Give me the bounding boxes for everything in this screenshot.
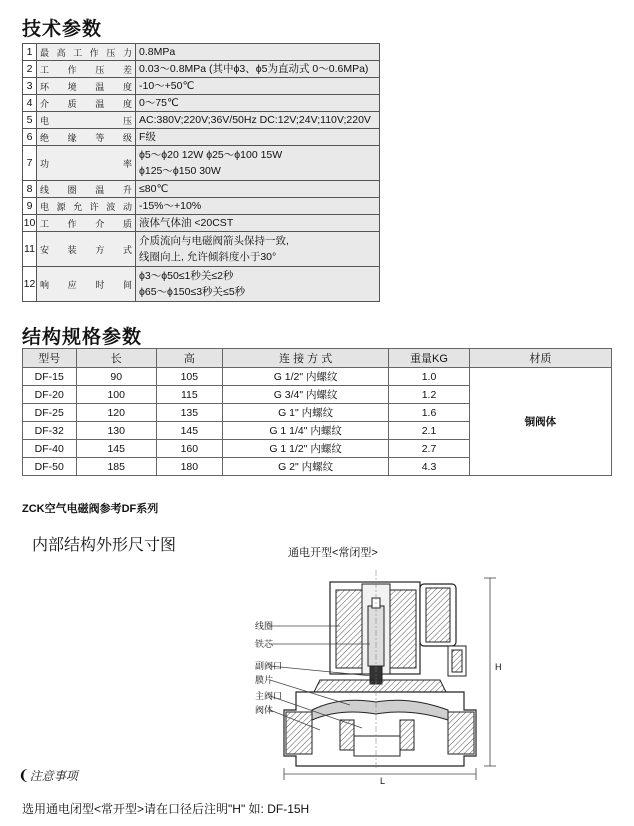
- struct-cell: 160: [156, 440, 222, 458]
- struct-cell: 90: [76, 368, 156, 386]
- struct-cell: 145: [76, 440, 156, 458]
- spec-value-line: ϕ125～ϕ150 30W: [139, 165, 221, 177]
- spec-value-line: 0.8MPa: [139, 46, 176, 58]
- spec-row-number: 10: [23, 215, 37, 232]
- label-diaphragm: 膜片: [255, 675, 274, 685]
- spec-row-key: 电源允许波动: [37, 198, 136, 215]
- spec-row-value: [136, 181, 380, 198]
- struct-cell: 115: [156, 386, 222, 404]
- inner-structure-title: 内部结构外形尺寸图: [32, 537, 177, 554]
- spec-row-value: [136, 112, 380, 129]
- struct-cell: 185: [76, 458, 156, 476]
- spec-row-key: 线 圈 温 升: [37, 181, 136, 198]
- struct-cell: DF-40: [23, 440, 77, 458]
- struct-cell: G 3/4" 内螺纹: [222, 386, 389, 404]
- spec-row-key: 最高工作压力: [37, 44, 136, 61]
- struct-header-cell: 材质: [469, 349, 611, 368]
- spec-value-line: 0～75℃: [139, 97, 179, 109]
- note-badge: [18, 767, 78, 784]
- spec-row: [23, 95, 380, 112]
- struct-cell: 100: [76, 386, 156, 404]
- struct-cell: G 2" 内螺纹: [222, 458, 389, 476]
- spec-row-value: [136, 267, 380, 302]
- struct-cell: DF-32: [23, 422, 77, 440]
- struct-table: [22, 348, 612, 476]
- spec-row: [23, 61, 380, 78]
- spec-row-key: 环 境 温 度: [37, 78, 136, 95]
- tech-params-title: 技术参数: [22, 19, 103, 40]
- spec-row: [23, 129, 380, 146]
- struct-cell: G 1 1/2" 内螺纹: [222, 440, 389, 458]
- label-body: 阀体: [255, 705, 274, 715]
- struct-cell: 120: [76, 404, 156, 422]
- spec-value-line: F级: [139, 131, 156, 143]
- spec-row: [23, 215, 380, 232]
- struct-cell: 2.7: [389, 440, 469, 458]
- struct-cell: G 1" 内螺纹: [222, 404, 389, 422]
- spec-row-value: [136, 44, 380, 61]
- struct-cell: G 1/2" 内螺纹: [222, 368, 389, 386]
- spec-row: [23, 78, 380, 95]
- spec-value-line: ≤80℃: [139, 183, 169, 195]
- struct-row: [23, 368, 612, 386]
- spec-row-key: 工 作 压 差: [37, 61, 136, 78]
- struct-cell: 145: [156, 422, 222, 440]
- spec-row: [23, 267, 380, 302]
- spec-row-number: 5: [23, 112, 37, 129]
- spec-row-number: 4: [23, 95, 37, 112]
- spec-row-value: [136, 129, 380, 146]
- struct-header-cell: 型号: [23, 349, 77, 368]
- spec-value-line: -10～+50℃: [139, 80, 195, 92]
- spec-row-key: 工 作 介 质: [37, 215, 136, 232]
- struct-cell: 4.3: [389, 458, 469, 476]
- series-line: ZCK空气电磁阀参考DF系列: [22, 503, 159, 515]
- struct-header-cell: 长: [76, 349, 156, 368]
- spec-value-line: 0.03～0.8MPa (其中ϕ3、ϕ5为直动式 0～0.6MPa): [139, 63, 369, 75]
- spec-value-line: ϕ5～ϕ20 12W ϕ25～ϕ100 15W: [139, 149, 283, 161]
- struct-cell: 135: [156, 404, 222, 422]
- dimension-h: H: [495, 662, 502, 672]
- spec-table: [22, 43, 380, 302]
- struct-cell: 180: [156, 458, 222, 476]
- spec-value-line: AC:380V;220V;36V/50Hz DC:12V;24V;110V;220V: [139, 114, 371, 126]
- valve-cross-section-diagram: [250, 560, 520, 782]
- spec-row-value: [136, 95, 380, 112]
- spec-row-key: 介 质 温 度: [37, 95, 136, 112]
- spec-row-key: 功 率: [37, 146, 136, 181]
- spec-row-value: [136, 232, 380, 267]
- spec-value-line: ϕ3～ϕ50≤1秒关≤2秒: [139, 270, 234, 282]
- spec-row: [23, 112, 380, 129]
- spec-row-key: 电 压: [37, 112, 136, 129]
- spec-row-value: [136, 61, 380, 78]
- struct-cell: 1.2: [389, 386, 469, 404]
- note-swirl-icon: ❨: [18, 767, 30, 783]
- material-cell: 铜阀体: [469, 368, 611, 476]
- spec-row: [23, 181, 380, 198]
- spec-row-number: 9: [23, 198, 37, 215]
- spec-row-value: [136, 215, 380, 232]
- spec-row-number: 8: [23, 181, 37, 198]
- spec-value-line: 液体气体油 <20CST: [139, 217, 234, 229]
- spec-row-key: 响 应 时 间: [37, 267, 136, 302]
- struct-params-title: 结构规格参数: [22, 327, 143, 348]
- struct-cell: 105: [156, 368, 222, 386]
- note-text: 选用通电闭型<常开型>请在口径后注明"H" 如: DF-15H: [22, 802, 310, 816]
- spec-value-line: ϕ65～ϕ150≤3秒关≤5秒: [139, 286, 246, 298]
- spec-row-number: 6: [23, 129, 37, 146]
- spec-row-key: 安 装 方 式: [37, 232, 136, 267]
- spec-row: [23, 146, 380, 181]
- struct-cell: 1.6: [389, 404, 469, 422]
- diagram-title: 通电开型<常闭型>: [288, 547, 378, 559]
- note-badge-label: 注意事项: [29, 769, 78, 783]
- spec-row-number: 11: [23, 232, 37, 267]
- spec-row-value: [136, 198, 380, 215]
- struct-cell: G 1 1/4" 内螺纹: [222, 422, 389, 440]
- label-pilot-port: 副阀口: [255, 661, 283, 671]
- spec-row-number: 7: [23, 146, 37, 181]
- struct-cell: 2.1: [389, 422, 469, 440]
- spec-row: [23, 198, 380, 215]
- label-coil: 线圈: [255, 621, 274, 631]
- struct-cell: DF-15: [23, 368, 77, 386]
- spec-value-line: 线圈向上, 允许倾斜度小于30°: [139, 251, 277, 263]
- label-main-port: 主阀口: [255, 691, 283, 701]
- spec-row-number: 12: [23, 267, 37, 302]
- spec-row: [23, 232, 380, 267]
- struct-header-cell: 高: [156, 349, 222, 368]
- spec-value-line: 介质流向与电磁阀箭头保持一致,: [139, 235, 289, 247]
- struct-cell: DF-25: [23, 404, 77, 422]
- spec-row-value: [136, 78, 380, 95]
- struct-cell: DF-20: [23, 386, 77, 404]
- struct-header-cell: 重量KG: [389, 349, 469, 368]
- spec-value-line: -15%～+10%: [139, 200, 202, 212]
- spec-row-key: 绝 缘 等 级: [37, 129, 136, 146]
- label-core: 铁芯: [255, 639, 274, 649]
- spec-row-number: 3: [23, 78, 37, 95]
- struct-cell: DF-50: [23, 458, 77, 476]
- spec-row-value: [136, 146, 380, 181]
- spec-row-number: 1: [23, 44, 37, 61]
- struct-header-cell: 连 接 方 式: [222, 349, 389, 368]
- spec-row: [23, 44, 380, 61]
- spec-row-number: 2: [23, 61, 37, 78]
- struct-cell: 130: [76, 422, 156, 440]
- struct-cell: 1.0: [389, 368, 469, 386]
- dimension-l: L: [380, 776, 386, 786]
